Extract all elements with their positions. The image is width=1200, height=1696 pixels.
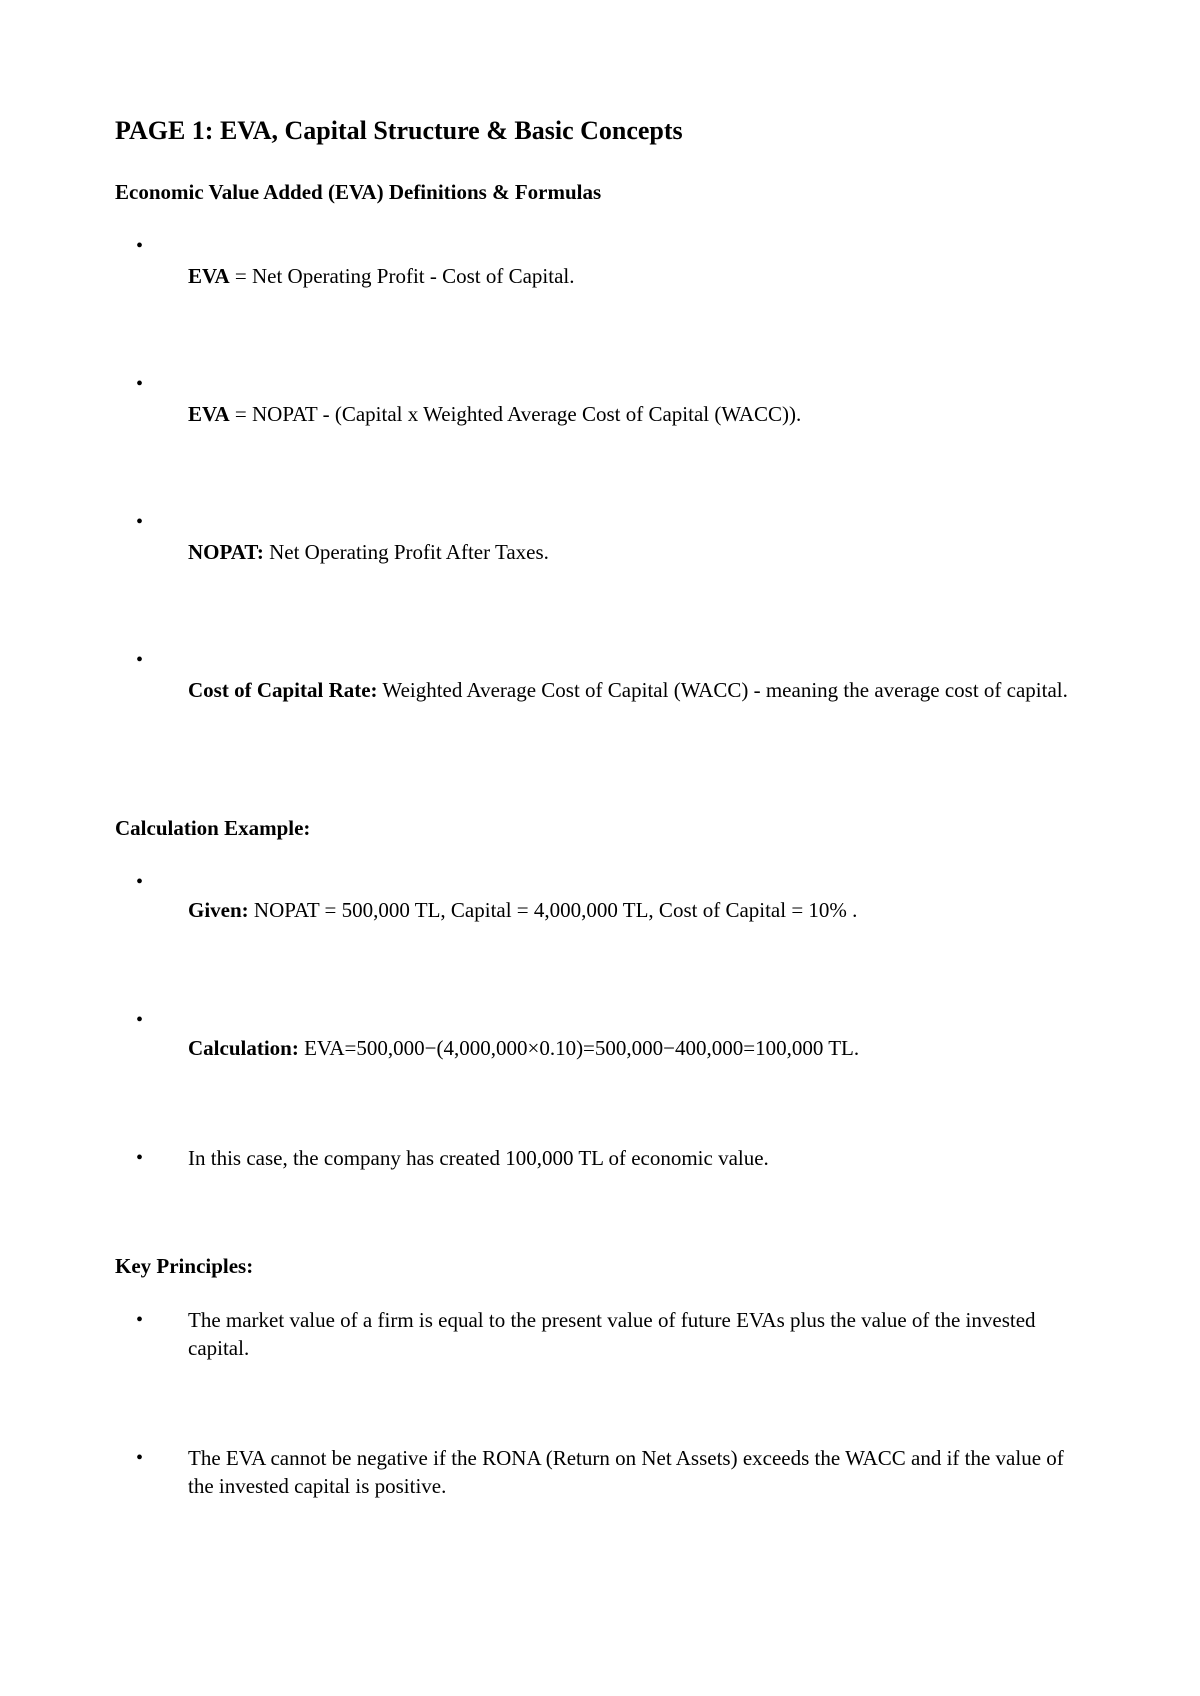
bullet-icon: • xyxy=(136,871,144,893)
page-title: PAGE 1: EVA, Capital Structure & Basic Concepts xyxy=(115,116,683,145)
list-item xyxy=(188,400,1088,428)
list-item xyxy=(188,896,1088,924)
bullet-icon: • xyxy=(136,1009,144,1031)
list-item xyxy=(188,676,1088,704)
item-text: = Net Operating Profit - Cost of Capital. xyxy=(229,264,575,288)
list-item xyxy=(188,538,1088,566)
item-text: Weighted Average Cost of Capital (WACC) - meaning the average cost of capital. xyxy=(377,678,1068,702)
list-item xyxy=(188,262,1088,290)
item-label: EVA xyxy=(188,264,230,288)
section-heading-principles: Key Principles: xyxy=(115,1254,254,1278)
list-item xyxy=(188,1034,1088,1062)
list-item: The EVA cannot be negative if the RONA (Return on Net Assets) exceeds the WACC and if the value of the invested capital is positive. xyxy=(188,1446,1064,1498)
bullet-icon: • xyxy=(136,1147,144,1169)
item-label: Cost of Capital Rate: xyxy=(188,678,378,702)
item-label: Given: xyxy=(188,898,249,922)
item-label: NOPAT: xyxy=(188,540,264,564)
item-text: = NOPAT - (Capital x Weighted Average Cost of Capital (WACC)). xyxy=(229,402,802,426)
list-item: The market value of a firm is equal to the present value of future EVAs plus the value of the invested capital. xyxy=(188,1308,1036,1360)
item-label: Calculation: xyxy=(188,1036,299,1060)
list-item: In this case, the company has created 100,000 TL of economic value. xyxy=(188,1146,769,1170)
bullet-icon: • xyxy=(136,1447,144,1469)
bullet-icon: • xyxy=(136,649,144,671)
bullet-icon: • xyxy=(136,511,144,533)
bullet-icon: • xyxy=(136,1309,144,1331)
item-text: EVA=500,000−(4,000,000×0.10)=500,000−400,000=100,000 TL. xyxy=(298,1036,860,1060)
section-heading-eva: Economic Value Added (EVA) Definitions & Formulas xyxy=(115,180,602,204)
item-label: EVA xyxy=(188,402,230,426)
item-text: NOPAT = 500,000 TL, Capital = 4,000,000 TL, Cost of Capital = 10% . xyxy=(248,898,858,922)
bullet-icon: • xyxy=(136,235,144,257)
section-heading-calc: Calculation Example: xyxy=(115,816,311,840)
item-text: Net Operating Profit After Taxes. xyxy=(263,540,549,564)
bullet-icon: • xyxy=(136,373,144,395)
